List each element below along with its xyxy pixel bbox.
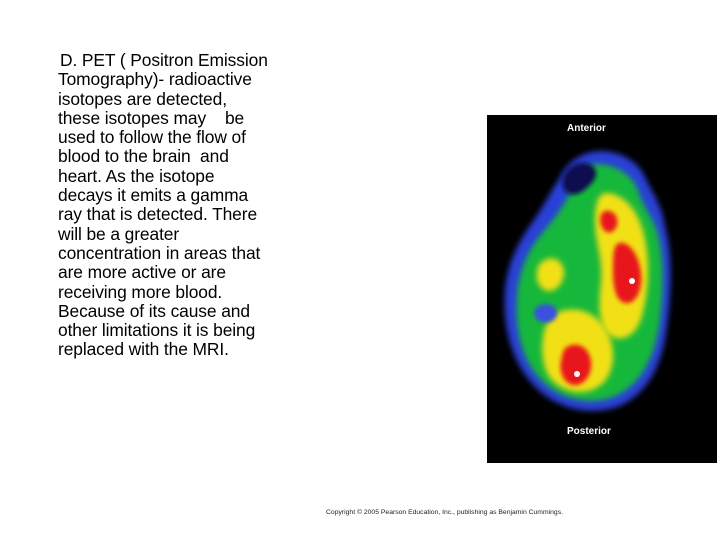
text-line: will be a greater (58, 223, 180, 244)
body-text (58, 51, 308, 360)
scan-hotspot-white-lower (574, 371, 580, 377)
text-line: Because of its cause and (58, 300, 250, 321)
text-line: Tomography)- radioactive (58, 69, 252, 90)
text-line: ray that is detected. There (58, 204, 258, 225)
text-line: replaced with the MRI. (58, 339, 229, 360)
text-line: other limitations it is being (58, 320, 256, 341)
text-line: decays it emits a gamma (58, 185, 249, 206)
label-posterior: Posterior (567, 426, 611, 437)
pet-scan-figure (487, 115, 717, 463)
text-line: these isotopes may be (58, 107, 245, 128)
scan-hotspot-white-right (629, 278, 635, 284)
text-line: heart. As the isotope (58, 165, 215, 186)
text-line: blood to the brain and (58, 146, 229, 167)
label-anterior: Anterior (567, 123, 606, 134)
copyright-notice: Copyright © 2005 Pearson Education, Inc., publishing as Benjamin Cummings. (326, 509, 563, 516)
text-line: D. PET ( Positron Emission (60, 50, 268, 70)
text-line: isotopes are detected, (58, 88, 227, 109)
scan-region-blue-spot (534, 304, 557, 322)
pet-scan-image (487, 115, 717, 463)
text-line: used to follow the flow of (58, 127, 246, 148)
text-line: receiving more blood. (58, 281, 223, 302)
text-line: are more active or are (58, 262, 226, 283)
text-line: concentration in areas that (58, 242, 261, 263)
